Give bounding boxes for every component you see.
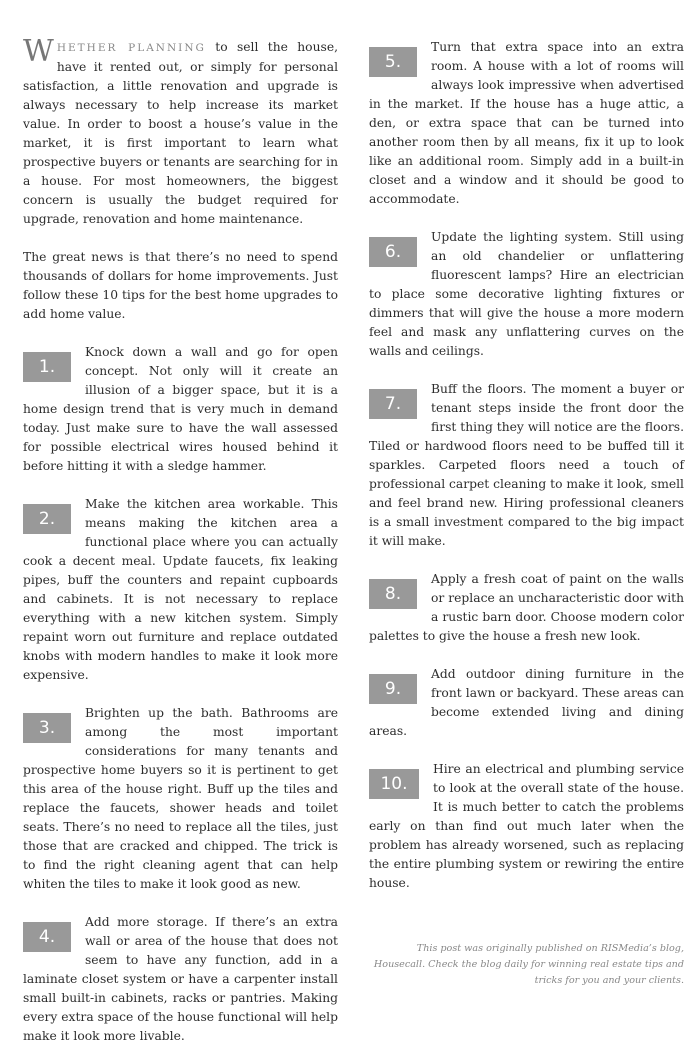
tip-10 [369,760,684,893]
tip-text: Add more storage. If there’s an extra wall or area of the house that does not seem to have any function, add in a laminate closet system or have a carpenter install small built-in cabinets, racks or pantries. Making every extra space of the house functional will help make it look more livable. [23,915,338,1043]
left-column [23,0,338,1046]
intro-lead-text: to sell the house, have it rented out, or simply for personal satisfaction, a little renovation and upgrade is always necessary to help increase its market value. In order to boost a house’s value in the market, it is first important to learn what prospective buyers or tenants are searching for in a house. For most homeowners, the biggest concern is usually the budget required for upgrade, renovation and home maintenance. [23,40,339,226]
tip-text: Apply a fresh coat of paint on the walls or replace an uncharacteristic door with a rustic barn door. Choose modern color palettes to give the house a fresh new look. [369,572,684,643]
drop-cap: W [23,34,54,69]
tip-text: Buff the floors. The moment a buyer or tenant steps inside the front door the first thing they will notice are the floors. Tiled or hardwood floors need to be buffed till it sparkles. Carpeted floors need a touch of professional carpet cleaning to make it look, smell and feel brand new. Hiring professional cleaners is a small investment compared to the big impact it will make. [369,382,684,548]
tip-number-badge: 7. [369,389,417,419]
tip-2 [23,495,338,685]
tip-7 [369,380,684,551]
tip-number-badge: 10. [369,769,419,799]
tip-number-badge: 4. [23,922,71,952]
tip-text: Brighten up the bath. Bathrooms are among the most important considerations for many tenants and prospective home buyers so it is pertinent to get this area of the house right. Buff up the tiles and replace the faucets, shower heads and toilet seats. There’s no need to replace all the tiles, just those that are cracked and chipped. The trick is to find the right cleaning agent that can help whiten the tiles to make it look good as new. [23,706,338,891]
intro-paragraph [23,34,339,229]
tip-number-badge: 8. [369,579,417,609]
tip-text: Knock down a wall and go for open concept. Not only will it create an illusion of a bigger space, but it is a home design trend that is very much in demand today. Just make sure to have the wall assessed for possible electrical wires housed behind it before hitting it with a sledge hammer. [23,345,338,473]
intro-paragraph-2: The great news is that there’s no need to spend thousands of dollars for home improvements. Just follow these 10 tips for the best home upgrades to add home value. [23,250,338,321]
tip-number-badge: 2. [23,504,71,534]
tip-number-badge: 3. [23,713,71,743]
right-column [369,0,684,989]
source-credit: This post was originally published on RISMedia’s blog, Housecall. Check the blog daily for winning real estate tips and tricks for you and your clients. [373,943,684,986]
tip-text: Add outdoor dining furniture in the front lawn or backyard. These areas can become extended living and dining areas. [369,667,684,738]
tip-text: Update the lighting system. Still using an old chandelier or unflattering fluorescent lamps? Hire an electrician to place some decorative lighting fixtures or dimmers that will give the house a more modern feel and mask any unflattering curves on the walls and ceilings. [369,230,684,358]
tip-text: Hire an electrical and plumbing service to look at the overall state of the house. It is much better to catch the problems early on than find out much later when the problem has already worsened, such as replacing the entire plumbing system or rewiring the entire house. [369,762,684,890]
tip-number-badge: 1. [23,352,71,382]
tip-number-badge: 6. [369,237,417,267]
tip-number-badge: 5. [369,47,417,77]
tip-text: Turn that extra space into an extra room. A house with a lot of rooms will always look impressive when advertised in the market. If the house has a huge attic, a den, or extra space that can be turned into another room then by all means, fix it up to look like an additional room. Simply add in a built-in closet and a window and it should be good to accommodate. [369,40,684,206]
tip-3 [23,704,338,894]
intro-lead-smallcaps: HETHER PLANNING [56,42,206,54]
tip-1 [23,343,338,476]
tip-9 [369,665,684,741]
tip-number-badge: 9. [369,674,417,704]
tip-5 [369,38,684,209]
tip-4 [23,913,338,1046]
tip-6 [369,228,684,361]
tip-8 [369,570,684,646]
tip-text: Make the kitchen area workable. This means making the kitchen area a functional place where you can actually cook a decent meal. Update faucets, fix leaking pipes, buff the counters and repaint cupboards and cabinets. It is not necessary to replace everything with a new kitchen system. Simply repaint worn out furniture and replace outdated knobs with modern handles to make it look more expensive. [23,497,338,682]
